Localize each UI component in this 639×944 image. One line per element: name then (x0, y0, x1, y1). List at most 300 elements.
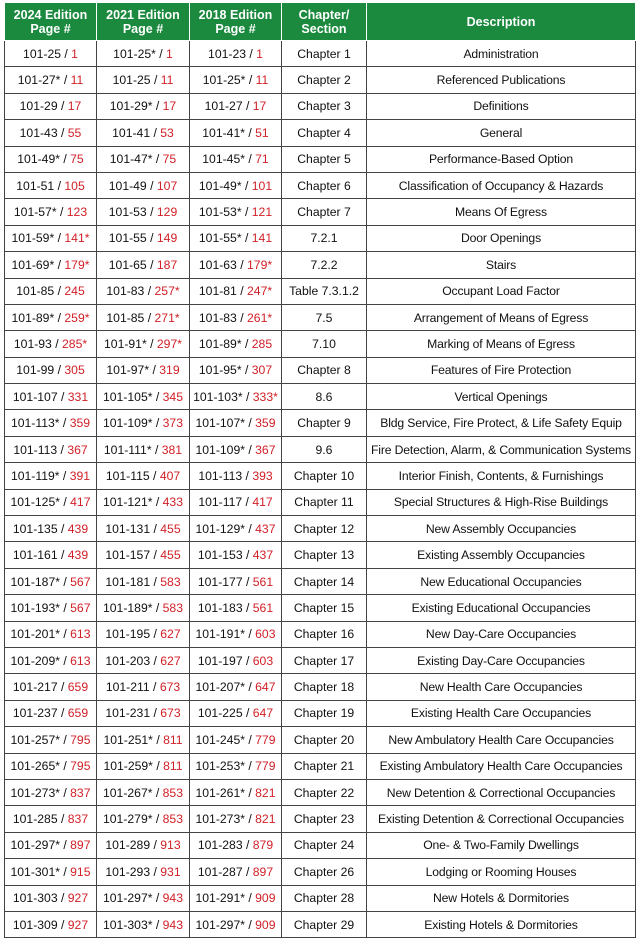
cell-2024-page (5, 516, 97, 542)
page-number: 53 (160, 125, 174, 140)
page-prefix: 101-211 (105, 680, 150, 695)
cell-2021-page (97, 674, 190, 700)
cell-description: Stairs (367, 252, 636, 278)
cell-2024-page (5, 542, 97, 568)
cell-2024-page (5, 779, 97, 805)
page-prefix: 101-273* (10, 785, 60, 800)
page-separator: / (59, 495, 71, 510)
cell-2024-page (5, 278, 97, 304)
header-2018-edition: 2018 Edition Page # (190, 3, 282, 41)
cell-2018-page (190, 172, 282, 198)
page-prefix: 101-55* (198, 231, 242, 246)
page-separator: / (155, 46, 167, 61)
cell-2018-page (190, 304, 282, 330)
page-number: 795 (70, 759, 91, 774)
cell-chapter-section: Chapter 11 (282, 489, 367, 515)
page-separator: / (59, 627, 71, 642)
page-number: 433 (162, 495, 183, 510)
page-separator: / (144, 284, 155, 299)
page-prefix: 101-189* (103, 600, 153, 615)
page-separator: / (146, 178, 157, 193)
page-number: 17 (252, 99, 267, 114)
cell-chapter-section: Chapter 8 (282, 357, 367, 383)
cell-chapter-section: Chapter 26 (282, 859, 367, 885)
cell-2024-page (5, 674, 97, 700)
table-row (5, 885, 636, 911)
page-prefix: 101-291* (195, 891, 245, 906)
cell-chapter-section: Chapter 10 (282, 463, 367, 489)
page-prefix: 101-183 (197, 600, 243, 615)
page-number: 927 (67, 891, 89, 906)
page-number: 11 (255, 73, 269, 88)
page-separator: / (57, 125, 68, 140)
page-separator: / (150, 627, 161, 642)
page-separator: / (152, 785, 163, 800)
page-separator: / (59, 759, 71, 774)
cell-2024-page (5, 304, 97, 330)
page-number: 101 (251, 178, 273, 193)
cell-2018-page (190, 146, 282, 172)
page-number: 927 (67, 917, 89, 932)
page-separator: / (242, 495, 253, 510)
page-separator: / (152, 495, 163, 510)
cell-2024-page (5, 463, 97, 489)
page-number: 583 (162, 600, 183, 615)
page-prefix: 101-45* (202, 152, 245, 167)
table-row (5, 436, 636, 462)
page-number: 367 (255, 442, 276, 457)
page-separator: / (59, 732, 71, 747)
cell-2018-page (190, 885, 282, 911)
page-separator: / (57, 389, 68, 404)
page-prefix: 101-157 (105, 548, 151, 563)
cell-2021-page (97, 93, 190, 119)
page-separator: / (242, 548, 253, 563)
page-separator: / (244, 442, 256, 457)
page-number: 897 (70, 838, 91, 853)
cell-2021-page (97, 172, 190, 198)
cell-description: Existing Assembly Occupancies (367, 542, 636, 568)
table-row (5, 278, 636, 304)
cell-description: Existing Ambulatory Health Care Occupancies (367, 753, 636, 779)
page-prefix: 101-287 (197, 864, 243, 879)
page-separator: / (57, 99, 68, 114)
page-prefix: 101-197 (197, 653, 243, 668)
cell-2018-page (190, 463, 282, 489)
page-separator: / (54, 310, 65, 325)
cell-2021-page (97, 516, 190, 542)
page-number: 909 (255, 917, 276, 932)
page-separator: / (150, 706, 161, 721)
cell-2024-page (5, 647, 97, 673)
cell-2021-page (97, 252, 190, 278)
page-number: 391 (69, 468, 91, 483)
cell-2018-page (190, 331, 282, 357)
page-separator: / (54, 363, 65, 378)
page-prefix: 101-85 (106, 310, 145, 325)
cell-chapter-section: Chapter 29 (282, 911, 367, 937)
page-number: 121 (251, 205, 273, 220)
page-prefix: 101-29* (109, 99, 153, 114)
page-prefix: 101-59* (11, 231, 55, 246)
table-row (5, 304, 636, 330)
page-prefix: 101-113* (10, 416, 60, 431)
page-number: 795 (70, 732, 91, 747)
cell-2024-page (5, 700, 97, 726)
page-separator: / (245, 73, 256, 88)
cell-2021-page (97, 146, 190, 172)
page-number: 897 (252, 864, 274, 879)
cell-description: New Hotels & Dormitories (367, 885, 636, 911)
cell-chapter-section: Chapter 23 (282, 806, 367, 832)
page-prefix: 101-289 (105, 838, 151, 853)
page-number: 245 (64, 284, 85, 299)
cell-2021-page (97, 357, 190, 383)
page-prefix: 101-261* (195, 785, 245, 800)
page-prefix: 101-83 (198, 310, 237, 325)
cell-description: Means Of Egress (367, 199, 636, 225)
cell-2021-page (97, 859, 190, 885)
page-number: 307 (251, 363, 273, 378)
page-number: 407 (159, 468, 181, 483)
cell-2021-page (97, 621, 190, 647)
page-separator: / (244, 785, 256, 800)
page-prefix: 101-135 (12, 521, 58, 536)
page-prefix: 101-297* (103, 891, 153, 906)
page-prefix: 101-49* (17, 152, 60, 167)
cell-2021-page (97, 568, 190, 594)
page-number: 567 (70, 600, 91, 615)
page-number: 331 (67, 389, 89, 404)
page-separator: / (244, 125, 256, 140)
page-separator: / (152, 600, 163, 615)
page-separator: / (152, 732, 164, 747)
cell-description: Classification of Occupancy & Hazards (367, 172, 636, 198)
cell-chapter-section: 8.6 (282, 384, 367, 410)
page-separator: / (152, 152, 163, 167)
page-number: 561 (252, 574, 274, 589)
cell-chapter-section: Chapter 7 (282, 199, 367, 225)
page-number: 647 (255, 680, 276, 695)
page-number: 659 (67, 680, 89, 695)
page-prefix: 101-251* (103, 732, 153, 747)
page-separator: / (242, 468, 253, 483)
cell-2024-page (5, 911, 97, 937)
page-number: 943 (162, 891, 183, 906)
cell-2021-page (97, 463, 190, 489)
page-separator: / (59, 653, 71, 668)
page-number: 359 (69, 416, 91, 431)
table-row (5, 832, 636, 858)
page-prefix: 101-69* (11, 257, 55, 272)
page-number: 853 (162, 812, 183, 827)
page-prefix: 101-257* (10, 732, 60, 747)
cell-2021-page (97, 304, 190, 330)
cell-2021-page (97, 806, 190, 832)
table-row (5, 489, 636, 515)
cell-description: Existing Educational Occupancies (367, 595, 636, 621)
page-separator: / (241, 336, 252, 351)
page-number: 11 (70, 73, 84, 88)
page-prefix: 101-267* (103, 785, 153, 800)
cell-2024-page (5, 436, 97, 462)
page-number: 187 (156, 257, 178, 272)
header-description: Description (367, 3, 636, 41)
cell-description: Existing Health Care Occupancies (367, 700, 636, 726)
table-row (5, 595, 636, 621)
page-separator: / (146, 336, 157, 351)
page-separator: / (241, 178, 252, 193)
page-prefix: 101-27* (17, 73, 61, 88)
cell-2024-page (5, 753, 97, 779)
page-separator: / (149, 363, 160, 378)
cell-chapter-section: Chapter 5 (282, 146, 367, 172)
table-row (5, 384, 636, 410)
cell-chapter-section: 9.6 (282, 436, 367, 462)
page-separator: / (57, 706, 68, 721)
page-separator: / (57, 812, 68, 827)
cell-2024-page (5, 67, 97, 93)
cell-description: Features of Fire Protection (367, 357, 636, 383)
page-separator: / (57, 521, 68, 536)
page-number: 179* (247, 257, 273, 272)
page-prefix: 101-253* (195, 759, 245, 774)
page-prefix: 101-109* (103, 416, 153, 431)
page-separator: / (242, 600, 253, 615)
page-prefix: 101-161 (12, 548, 58, 563)
page-separator: / (150, 548, 161, 563)
page-separator: / (242, 574, 253, 589)
page-separator: / (244, 891, 256, 906)
page-prefix: 101-89* (198, 336, 242, 351)
page-separator: / (57, 680, 68, 695)
table-row (5, 225, 636, 251)
page-number: 603 (252, 653, 274, 668)
page-number: 853 (162, 785, 183, 800)
page-prefix: 101-285 (12, 812, 58, 827)
cell-2024-page (5, 489, 97, 515)
cell-chapter-section: Chapter 15 (282, 595, 367, 621)
cell-chapter-section: Chapter 1 (282, 41, 367, 67)
cell-2021-page (97, 489, 190, 515)
page-number: 123 (66, 205, 88, 220)
page-separator: / (242, 864, 253, 879)
page-number: 437 (255, 521, 276, 536)
page-separator: / (54, 284, 65, 299)
page-prefix: 101-107 (12, 389, 58, 404)
header-chapter-section: Chapter/ Section (282, 3, 367, 41)
page-number: 437 (252, 548, 274, 563)
cell-description: Marking of Means of Egress (367, 331, 636, 357)
cell-2018-page (190, 120, 282, 146)
cell-2018-page (190, 357, 282, 383)
cell-2024-page (5, 120, 97, 146)
cell-2024-page (5, 357, 97, 383)
page-separator: / (242, 389, 253, 404)
page-separator: / (51, 336, 63, 351)
cell-description: Administration (367, 41, 636, 67)
cell-2021-page (97, 225, 190, 251)
cell-2018-page (190, 278, 282, 304)
page-separator: / (149, 468, 160, 483)
cell-2018-page (190, 753, 282, 779)
page-prefix: 101-129* (195, 521, 245, 536)
cell-2018-page (190, 779, 282, 805)
page-number: 247* (247, 284, 273, 299)
table-row (5, 674, 636, 700)
cell-description: Performance-Based Option (367, 146, 636, 172)
cell-2018-page (190, 859, 282, 885)
page-number: 141 (251, 231, 273, 246)
cell-2024-page (5, 199, 97, 225)
page-number: 393 (252, 468, 273, 483)
page-prefix: 101-231 (105, 706, 151, 721)
page-separator: / (152, 416, 163, 431)
cell-description: New Health Care Occupancies (367, 674, 636, 700)
page-number: 271* (154, 310, 180, 325)
edition-cross-reference-table (4, 3, 636, 938)
page-separator: / (152, 389, 163, 404)
cell-2021-page (97, 199, 190, 225)
page-number: 319 (159, 363, 180, 378)
page-prefix: 101-47* (109, 152, 153, 167)
page-separator: / (54, 178, 65, 193)
cell-2021-page (97, 647, 190, 673)
cell-chapter-section: Chapter 12 (282, 516, 367, 542)
cell-chapter-section: Chapter 22 (282, 779, 367, 805)
page-number: 417 (70, 495, 91, 510)
page-separator: / (236, 257, 248, 272)
page-number: 149 (156, 231, 178, 246)
cell-2021-page (97, 67, 190, 93)
page-prefix: 101-119* (10, 468, 60, 483)
page-separator: / (150, 125, 161, 140)
page-prefix: 101-177 (197, 574, 243, 589)
cell-chapter-section: Chapter 3 (282, 93, 367, 119)
page-separator: / (59, 785, 71, 800)
page-prefix: 101-27 (204, 99, 243, 114)
cell-2024-page (5, 331, 97, 357)
page-prefix: 101-55 (108, 231, 147, 246)
page-number: 583 (160, 574, 181, 589)
page-number: 359 (255, 416, 276, 431)
cell-description: Special Structures & High-Rise Buildings (367, 489, 636, 515)
page-separator: / (146, 257, 157, 272)
cell-2024-page (5, 859, 97, 885)
page-separator: / (57, 891, 68, 906)
cell-description: Existing Hotels & Dormitories (367, 911, 636, 937)
page-separator: / (54, 231, 65, 246)
page-prefix: 101-195 (105, 627, 151, 642)
cell-description: General (367, 120, 636, 146)
page-number: 943 (162, 917, 183, 932)
page-prefix: 101-109* (195, 442, 245, 457)
page-separator: / (59, 152, 71, 167)
page-separator: / (244, 521, 256, 536)
page-number: 381 (161, 442, 183, 457)
page-prefix: 101-181 (105, 574, 151, 589)
page-prefix: 101-203 (105, 653, 151, 668)
cell-2021-page (97, 700, 190, 726)
cell-2021-page (97, 595, 190, 621)
page-prefix: 101-283 (197, 838, 243, 853)
page-prefix: 101-107* (195, 416, 245, 431)
page-separator: / (59, 468, 70, 483)
cell-description: New Assembly Occupancies (367, 516, 636, 542)
page-separator: / (150, 574, 161, 589)
page-number: 837 (67, 812, 89, 827)
page-prefix: 101-89* (11, 310, 55, 325)
table-row (5, 463, 636, 489)
page-number: 439 (67, 521, 89, 536)
page-separator: / (149, 680, 160, 695)
page-separator: / (244, 759, 256, 774)
cell-description: New Day-Care Occupancies (367, 621, 636, 647)
table-row (5, 120, 636, 146)
table-row (5, 93, 636, 119)
page-separator: / (152, 917, 163, 932)
page-number: 285 (251, 336, 273, 351)
page-number: 105 (64, 178, 85, 193)
page-separator: / (241, 205, 252, 220)
page-prefix: 101-97* (106, 363, 150, 378)
cell-2018-page (190, 410, 282, 436)
cell-chapter-section: 7.2.2 (282, 252, 367, 278)
page-number: 345 (162, 389, 183, 404)
page-prefix: 101-131 (105, 521, 151, 536)
cell-chapter-section: Chapter 21 (282, 753, 367, 779)
page-prefix: 101-207* (195, 680, 245, 695)
page-prefix: 101-111* (103, 442, 152, 457)
page-prefix: 101-53 (108, 205, 147, 220)
page-number: 909 (255, 891, 276, 906)
cell-2024-page (5, 885, 97, 911)
page-prefix: 101-65 (108, 257, 147, 272)
table-body (5, 41, 636, 938)
table-row (5, 542, 636, 568)
page-prefix: 101-49* (198, 178, 242, 193)
page-prefix: 101-41* (202, 125, 245, 140)
page-prefix: 101-25 (112, 73, 151, 88)
cell-2018-page (190, 516, 282, 542)
cell-description: New Ambulatory Health Care Occupancies (367, 727, 636, 753)
cell-chapter-section: Chapter 2 (282, 67, 367, 93)
page-number: 261* (247, 310, 273, 325)
page-separator: / (60, 73, 71, 88)
page-separator: / (236, 310, 248, 325)
page-number: 647 (252, 706, 274, 721)
page-prefix: 101-273* (195, 812, 245, 827)
page-prefix: 101-293 (105, 864, 151, 879)
cell-2018-page (190, 252, 282, 278)
cell-chapter-section: Table 7.3.1.2 (282, 278, 367, 304)
page-prefix: 101-99 (16, 363, 55, 378)
page-separator: / (242, 838, 253, 853)
page-number: 179* (64, 257, 90, 272)
page-separator: / (150, 521, 161, 536)
page-number: 373 (162, 416, 183, 431)
page-separator: / (244, 812, 256, 827)
cell-2024-page (5, 252, 97, 278)
cell-description: One- & Two-Family Dwellings (367, 832, 636, 858)
table-row (5, 410, 636, 436)
page-separator: / (59, 864, 71, 879)
page-separator: / (244, 152, 256, 167)
page-separator: / (152, 99, 163, 114)
page-prefix: 101-279* (103, 812, 153, 827)
page-number: 811 (163, 732, 183, 747)
page-prefix: 101-113 (198, 468, 243, 483)
